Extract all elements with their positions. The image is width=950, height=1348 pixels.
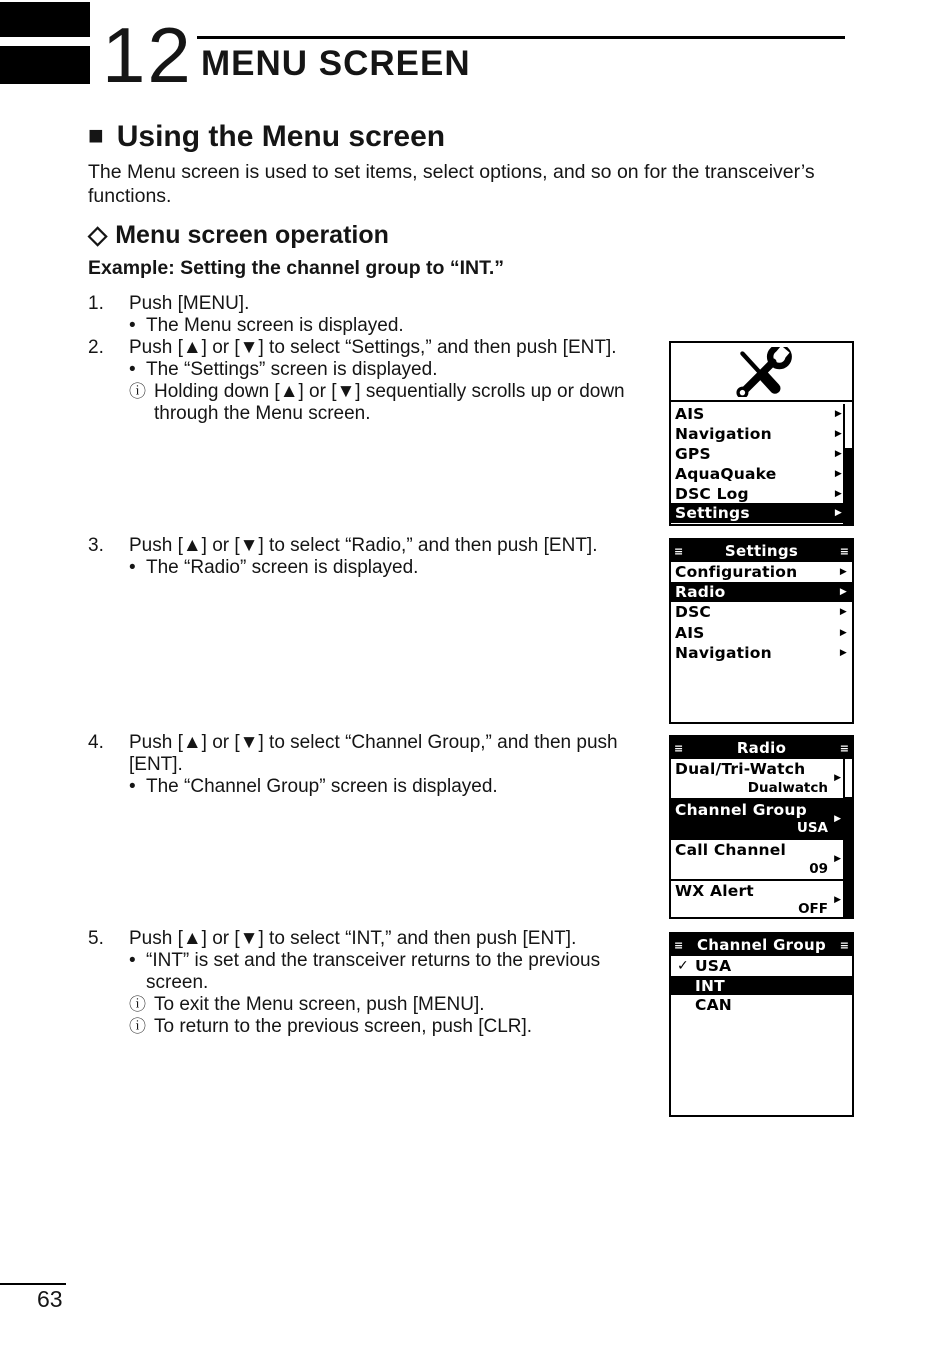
lcd-title: Channel Group xyxy=(696,936,827,954)
lcd-channel-group-list xyxy=(671,956,852,1015)
channel-group-option-can[interactable]: CAN xyxy=(695,996,732,1015)
arrow-right-icon: ▶ xyxy=(834,428,842,439)
step-1 xyxy=(88,293,404,337)
step-number: 5. xyxy=(88,928,104,949)
step-line: Push [MENU]. xyxy=(129,293,250,314)
chapter-tab-bar xyxy=(0,2,90,37)
lcd-titlebar xyxy=(671,737,852,759)
section-heading xyxy=(88,120,445,154)
lcd-title: Radio xyxy=(736,739,787,757)
lcd-channel-group-screen xyxy=(669,932,854,1117)
menu-bars-icon: ≡ xyxy=(839,938,849,952)
arrow-right-icon: ▶ xyxy=(839,607,847,618)
page-number: 63 xyxy=(37,1286,63,1312)
diamond-bullet-icon: ◇ xyxy=(88,221,108,249)
menu-item-aquaquake[interactable]: AquaQuake ▶ xyxy=(675,464,842,483)
lcd-radio-screen xyxy=(669,735,854,919)
step-line: Push [▲] or [▼] to select “Channel Group,” and then push xyxy=(129,732,618,753)
menu-bars-icon: ≡ xyxy=(839,741,849,755)
scrollbar-thumb[interactable] xyxy=(845,797,852,917)
settings-item-configuration[interactable]: Configuration ▶ xyxy=(675,563,847,582)
lcd-titlebar xyxy=(671,934,852,956)
settings-item-dsc[interactable]: DSC ▶ xyxy=(675,603,847,622)
bullet-icon: • xyxy=(129,557,136,578)
arrow-right-icon: ▶ xyxy=(834,448,842,459)
step-4 xyxy=(88,732,618,798)
menu-item-gps[interactable]: GPS ▶ xyxy=(675,444,842,463)
step-line: • The “Settings” screen is displayed. xyxy=(129,359,438,380)
item-value: OFF xyxy=(798,901,828,917)
step-line: screen. xyxy=(146,972,209,993)
item-value: 09 xyxy=(809,860,828,877)
item-value: Dualwatch xyxy=(747,779,828,796)
chapter-number: 12 xyxy=(102,11,193,99)
info-icon: ⓘ xyxy=(129,1017,146,1036)
menu-bars-icon: ≡ xyxy=(674,741,684,755)
arrow-right-icon: ▶ xyxy=(834,813,841,824)
step-line: • The Menu screen is displayed. xyxy=(129,315,404,336)
example-caption: Example: Setting the channel group to “INT.” xyxy=(88,257,505,279)
menu-bars-icon: ≡ xyxy=(839,544,849,558)
step-number: 1. xyxy=(88,293,104,314)
step-line: through the Menu screen. xyxy=(154,403,371,424)
step-5 xyxy=(88,928,600,1038)
step-number: 4. xyxy=(88,732,104,753)
menu-bars-icon: ≡ xyxy=(674,544,684,558)
lcd-settings-screen xyxy=(669,538,854,724)
info-icon: ⓘ xyxy=(129,995,146,1014)
bullet-icon: • xyxy=(129,315,136,336)
step-line: ⓘ To exit the Menu screen, push [MENU]. xyxy=(129,994,485,1015)
section-intro: The Menu screen is used to set items, select options, and so on for the transceiver’s functions. xyxy=(88,161,815,207)
radio-item-dual-tri-watch[interactable]: Dual/Tri-Watch Dualwatch ▶ xyxy=(671,759,852,800)
step-line: Push [▲] or [▼] to select “Radio,” and then push [ENT]. xyxy=(129,535,598,556)
arrow-right-icon: ▶ xyxy=(839,567,847,578)
arrow-right-icon: ▶ xyxy=(834,488,842,499)
item-value: USA xyxy=(796,820,828,836)
chapter-title: MENU SCREEN xyxy=(201,44,471,83)
section-heading-text: Using the Menu screen xyxy=(116,120,446,153)
lcd-menu-list xyxy=(671,404,852,524)
lcd-titlebar xyxy=(671,540,852,562)
lcd-menu-screen xyxy=(669,341,854,526)
bullet-icon: • xyxy=(129,950,136,971)
step-line: Push [▲] or [▼] to select “INT,” and then push [ENT]. xyxy=(129,928,577,949)
step-line: • The “Radio” screen is displayed. xyxy=(129,557,419,578)
arrow-right-icon: ▶ xyxy=(834,854,841,864)
arrow-right-icon: ▶ xyxy=(834,894,841,905)
subsection-heading-text: Menu screen operation xyxy=(115,221,389,249)
arrow-right-icon: ▶ xyxy=(834,468,842,479)
check-icon: ✓ xyxy=(677,957,689,974)
scrollbar[interactable] xyxy=(843,759,852,917)
arrow-right-icon: ▶ xyxy=(834,408,842,419)
step-line: Push [▲] or [▼] to select “Settings,” and then push [ENT]. xyxy=(129,337,617,358)
scrollbar-thumb[interactable] xyxy=(845,448,852,524)
step-number: 3. xyxy=(88,535,104,556)
step-3 xyxy=(88,535,598,579)
arrow-right-icon: ▶ xyxy=(834,508,842,519)
tools-icon xyxy=(729,347,795,397)
square-bullet-icon: ■ xyxy=(88,120,104,150)
step-line: ⓘ Holding down [▲] or [▼] sequentially scrolls up or down xyxy=(129,381,625,402)
arrow-right-icon: ▶ xyxy=(834,773,841,783)
menu-item-settings[interactable]: Settings ▶ xyxy=(671,503,852,523)
channel-group-option-int[interactable]: INT xyxy=(671,976,852,996)
settings-item-ais[interactable]: AIS ▶ xyxy=(675,623,847,642)
settings-item-navigation[interactable]: Navigation ▶ xyxy=(675,643,847,662)
bullet-icon: • xyxy=(129,776,136,797)
step-number: 2. xyxy=(88,337,104,358)
step-2 xyxy=(88,337,625,425)
lcd-radio-list xyxy=(671,759,852,919)
settings-item-radio[interactable]: Radio ▶ xyxy=(671,582,852,602)
menu-bars-icon: ≡ xyxy=(674,938,684,952)
arrow-right-icon: ▶ xyxy=(839,587,847,598)
lcd-settings-list xyxy=(671,562,852,663)
step-line: ⓘ To return to the previous screen, push [CLR]. xyxy=(129,1016,533,1037)
scrollbar[interactable] xyxy=(843,404,852,524)
radio-item-wx-alert[interactable]: WX Alert OFF ▶ xyxy=(675,881,841,917)
radio-item-call-channel[interactable]: Call Channel 09 ▶ xyxy=(671,840,852,881)
footer-divider xyxy=(0,1283,66,1285)
menu-item-navigation[interactable]: Navigation ▶ xyxy=(675,424,842,443)
channel-group-option-usa[interactable]: ✓ USA xyxy=(671,956,852,976)
radio-item-channel-group[interactable]: Channel Group USA ▶ xyxy=(671,800,852,841)
arrow-right-icon: ▶ xyxy=(839,647,847,658)
arrow-right-icon: ▶ xyxy=(839,627,847,638)
info-icon: ⓘ xyxy=(129,382,146,401)
step-line: [ENT]. xyxy=(129,754,183,775)
chapter-tab-bar xyxy=(0,46,90,84)
subsection-heading xyxy=(88,220,389,250)
menu-item-dsc-log[interactable]: DSC Log ▶ xyxy=(675,484,842,503)
step-line: • The “Channel Group” screen is displayed. xyxy=(129,776,498,797)
bullet-icon: • xyxy=(129,359,136,380)
lcd-title: Settings xyxy=(724,542,799,560)
menu-item-ais[interactable]: AIS ▶ xyxy=(675,404,842,423)
lcd-header xyxy=(671,343,852,402)
header-divider xyxy=(197,36,845,39)
step-line: • “INT” is set and the transceiver returns to the previous xyxy=(129,950,601,971)
